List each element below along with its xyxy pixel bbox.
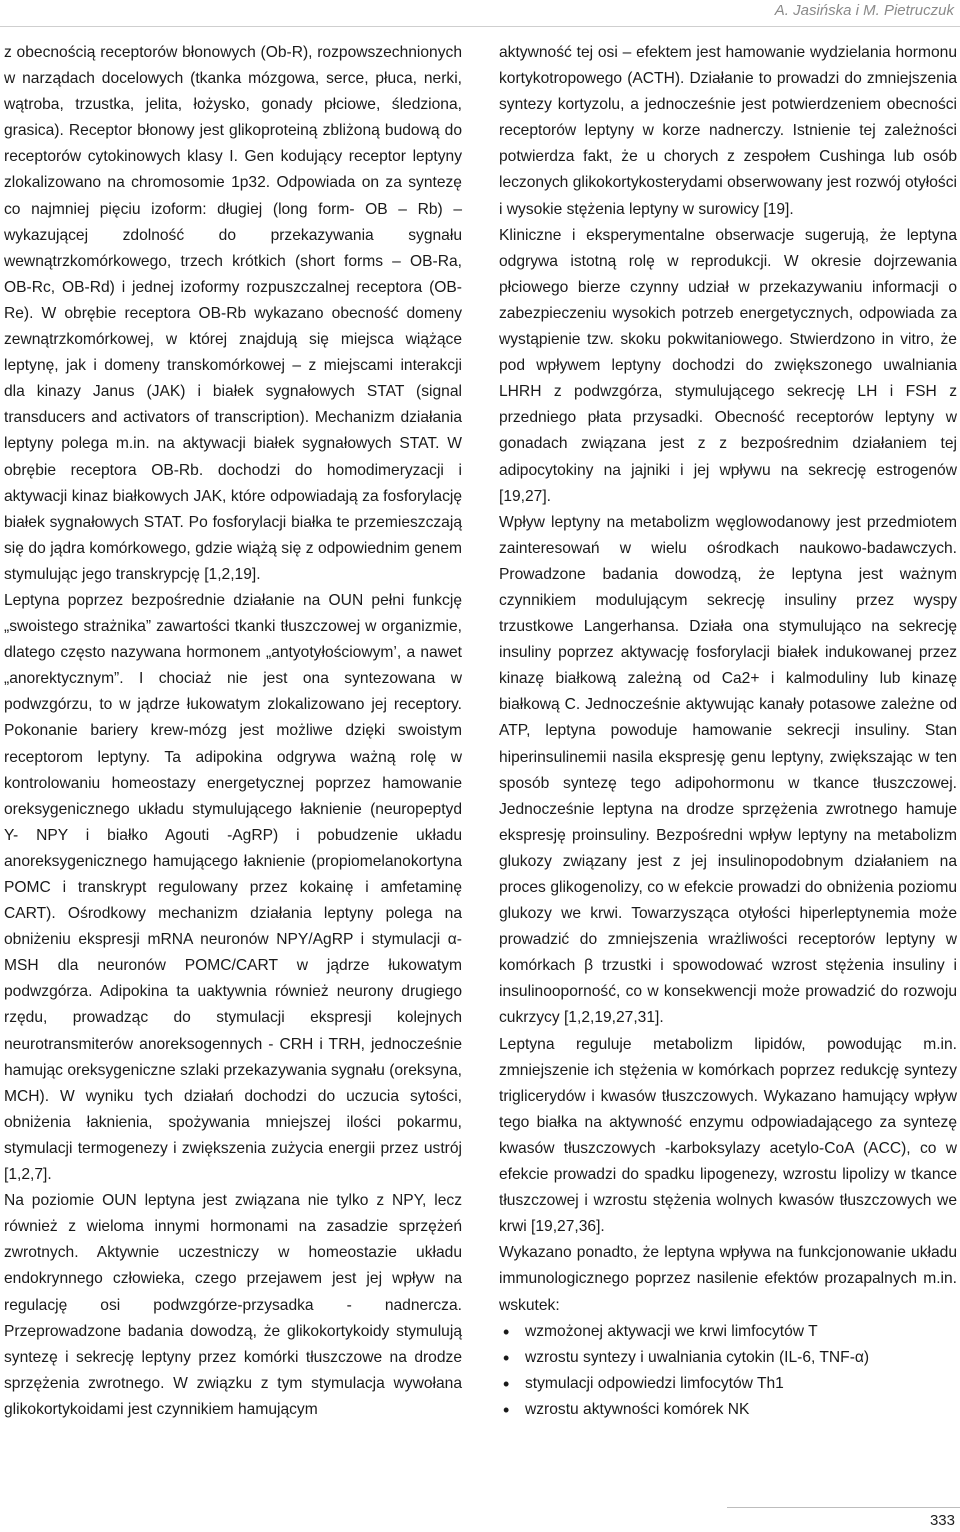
paragraph: aktywność tej osi – efektem jest hamowanie wydzielania hormonu kortykotropowego (ACTH). Działanie to prowadzi do zmniejszenia syntezy kortyzolu, a jednocześnie jest potwierdzeniem obecności receptorów leptyny w korze nadnerczy. Istnienie tej zależności potwierdza fakt, że u chorych z zespołem Cushinga lub osób leczonych glikokortykosterydami obserwowany jest rozwój otyłości i wysokie stężenia leptyny w surowicy [19]. (499, 44, 957, 218)
left-column (4, 40, 462, 1423)
running-header-authors: A. Jasińska i M. Pietruczuk (774, 2, 954, 19)
right-column (499, 40, 957, 1423)
bullet-list (499, 1319, 957, 1423)
paragraph: z obecnością receptorów błonowych (Ob-R), rozpowszechnionych w narządach docelowych (tkanka mózgowa, serce, płuca, nerki, wątroba, trzustka, jelita, łożysko, gonady płciowe, śledziona, grasica). Receptor błonowy jest glikoproteiną zbliżoną budową do receptorów cytokinowych klasy I. Gen kodujący receptor leptyny zlokalizowano na chromosomie 1p32. Odpowiada on za syntezę co najmniej pięciu izoform: długiej (long form- OB – Rb) – wykazującej zdolność do przekazywania sygnału wewnątrzkomórkowego, trzech krótkich (short forms – OB-Ra, OB-Rc, OB-Rd) i jednej izoformy rozpuszczalnej receptora (OB-Re). W obrębie receptora OB-Rb wykazano obecność domeny zewnątrzkomórkowej, w której znajdują się miejsca wiążące leptynę, jak i domeny transkomórkowej – z miejscami interakcji dla kinazy Janus (JAK) i białek sygnałowych STAT (signal transducers and activators of transcription). Mechanizm działania leptyny polega m.in. na aktywacji białek sygnałowych STAT. W obrębie receptora OB-Rb. dochodzi do homodimeryzacji i aktywacji kinaz białkowych JAK, które odpowiadają za fosforylację białek sygnałowych STAT. Po fosforylacji białka te przemieszczają się do jądra komórkowego, gdzie wiążą się z odpowiednim genem stymulując jego transkrypcję [1,2,19]. (4, 44, 462, 583)
paragraph: Leptyna reguluje metabolizm lipidów, powodując m.in. zmniejszenie ich stężenia w komórkach poprzez redukcję syntezy triglicerydów i kwasów tłuszczowych. Wykazano hamujący wpływ tego białka na aktywność enzymu odpowiadającego za syntezę kwasów tłuszczowych -karboksylazy acetylo-CoA (ACC), co w efekcie prowadzi do spadku lipogenezy, wzrostu lipolizy w tkance tłuszczowej i wzrostu stężenia wolnych kwasów tłuszczowych we krwi [19,27,36]. (499, 1035, 957, 1236)
footer-divider (727, 1507, 960, 1508)
list-item: • wzrostu aktywności komórek NK (525, 1397, 957, 1423)
list-item: • wzrostu syntezy i uwalniania cytokin (IL-6, TNF-α) (525, 1345, 957, 1371)
paragraph: Leptyna poprzez bezpośrednie działanie na OUN pełni funkcję „swoistego strażnika” zawartości tkanki tłuszczowej w organizmie, dlatego często nazywana hormonem „antyotyłościowym’, a nawet „anorektycznym”. I chociaż nie jest ona syntezowana w podwzgórzu, to w jądrze łukowatym zlokalizowano jej receptory. Pokonanie bariery krew-mózg jest możliwe dzięki swoistym receptorom leptyny. Ta adipokina odgrywa ważną rolę w kontrolowaniu homeostazy energetycznej poprzez hamowanie oreksygenicznego układu stymulującego łaknienie (neuropeptyd Y- NPY i białko Agouti -AgRP) i pobudzenie układu anoreksygenicznego hamującego łaknienie (propiomelanokortyna POMC i transkrypt regulowany przez kokainę i amfetaminę CART). Ośrodkowy mechanizm działania leptyny polega na obniżeniu ekspresji mRNA neuronów NPY/AgRP i stymulacji α-MSH dla neuronów POMC/CART w jądrze łukowatym podwzgórza. Adipokina ta uaktywnia również neurony drugiego rzędu, prowadząc do stymulacji ekspresji kolejnych neurotransmiterów anoreksogennych - CRH i TRH, jednocześnie hamując oreksygeniczne szlaki przekazywania sygnału (oreksyna, MCH). W wyniku tych działań dochodzi do uczucia sytości, obniżenia łaknienia, spożywania mniejszej ilości pokarmu, stymulacji termogenezy i zwiększenia zużycia energii przez ustrój [1,2,7]. (4, 591, 462, 1184)
paragraph: Kliniczne i eksperymentalne obserwacje sugerują, że leptyna odgrywa istotną rolę w reprodukcji. W okresie dojrzewania płciowego bierze czynny udział w przekazywaniu informacji o zabezpieczeniu wysokich potrzeb energetycznych, odpowiada za wystąpienie tzw. skoku pokwitaniowego. Stwierdzono in vitro, że pod wpływem leptyny dochodzi do zwiększonego uwalniania LHRH z podwzgórza, stymulującego sekrecję LH i FSH z przedniego płata przysadki. Obecność receptorów leptyny w gonadach związana jest z z bezpośrednim działaniem tej adipocytokiny na jajniki i jej wpływu na sekrecję estrogenów [19,27]. (499, 226, 957, 505)
paragraph: Wykazano ponadto, że leptyna wpływa na funkcjonowanie układu immunologicznego poprzez nasilenie efektów prozapalnych m.in. wskutek: (499, 1244, 957, 1314)
paragraph: Na poziomie OUN leptyna jest związana nie tylko z NPY, lecz również z wieloma innymi hormonami na zasadzie sprzężeń zwrotnych. Aktywnie uczestniczy w homeostazie układu endokrynnego człowieka, czego przejawem jest jej wpływ na regulację osi podwzgórze-przysadka - nadnercza. Przeprowadzone badania dowodzą, że glikokortykoidy stymulują syntezę i sekrecję leptyny przez komórki tłuszczowe na drodze sprzężenia zwrotnego. W związku z tym stymulacja wywołana glikokortykoidami jest czynnikiem hamującym (4, 1192, 462, 1418)
page-number: 333 (929, 1512, 955, 1529)
list-item: • stymulacji odpowiedzi limfocytów Th1 (525, 1371, 957, 1397)
header-divider (0, 26, 960, 27)
paragraph: Wpływ leptyny na metabolizm węglowodanowy jest przedmiotem zainteresowań w wielu ośrodkach naukowo-badawczych. Prowadzone badania dowodzą, że leptyna jest ważnym czynnikiem modulującym sekrecję insuliny przez wyspy trzustkowe Langerhansa. Działa ona stymulująco na sekrecję insuliny poprzez aktywację fosforylacji białek indukowanej przez kinazę białkową zależną od Ca2+ i kalmoduliny lub kinazę białkową C. Jednocześnie aktywując kanały potasowe zależne od ATP, leptyna powoduje hamowanie sekrecji insuliny. Stan hiperinsulinemii nasila ekspresję genu leptyny, zwiększając w ten sposób syntezę tego adipohormonu w tkance tłuszczowej. Jednocześnie leptyna na drodze sprzężenia zwrotnego hamuje ekspresję proinsuliny. Bezpośredni wpływ leptyny na metabolizm glukozy związany jest z jej insulinopodobnym działaniem na proces glikogenolizy, co w efekcie prowadzi do obniżenia poziomu glukozy we krwi. Towarzysząca otyłości hiperleptynemia może prowadzić do zmniejszenia wrażliwości receptorów leptyny w komórkach β trzustki i spowodować wzrost stężenia insuliny i insulinooporność, co w konsekwencji może prowadzić do rozwoju cukrzycy [1,2,19,27,31]. (499, 513, 957, 1027)
list-item: • wzmożonej aktywacji we krwi limfocytów T (525, 1319, 957, 1345)
